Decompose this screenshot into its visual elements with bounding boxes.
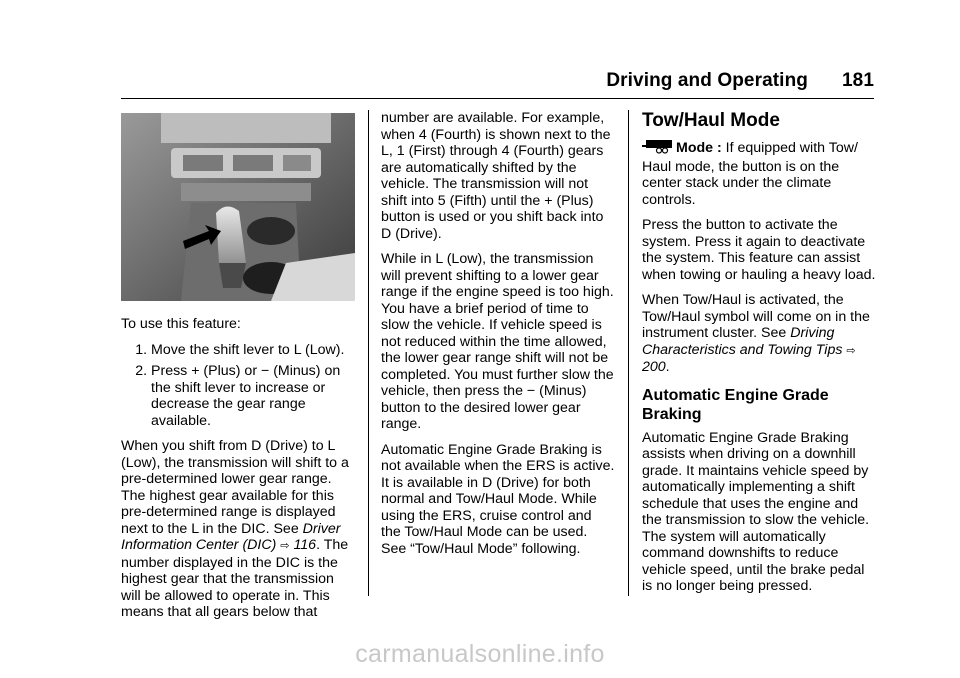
column-middle (381, 110, 615, 566)
column-left (121, 316, 357, 630)
column-divider (628, 110, 629, 596)
paragraph: number are available. For example, when 4 (Fourth) is shown next to the L, 1 (First) through 4 (Fourth) gears are automatically shifted by the vehicle. The transmission will not shift into 5 (Fifth) until the + (Plus) button is used or you shift back into D (Drive). (381, 110, 611, 242)
paragraph-text: . The number displayed in the DIC is the highest gear that the transmission will be allowed to operate in. This means that all gears below that (121, 537, 349, 620)
column-divider (368, 110, 369, 596)
header-rule (121, 98, 874, 99)
page-header (606, 70, 874, 92)
page-ref-arrow-icon: ⇨ (280, 540, 290, 552)
list-item: 2. Press + (Plus) or − (Minus) on the shift lever to increase or decrease the gear range available. (151, 363, 357, 429)
watermark: carmanualsonline.info (355, 640, 605, 668)
tow-haul-icon (642, 140, 672, 159)
page-number: 181 (841, 70, 874, 91)
paragraph (121, 438, 357, 621)
paragraph-text: When you shift from D (Drive) to L (Low), the transmission will shift to a pre-determined lower gear range. The highest gear available for this pre-determined range is displayed next to the L in the DIC. See (121, 438, 349, 537)
paragraph-text: When Tow/Haul is activated, the Tow/Haul symbol will come on in the instrument cluster. See (642, 292, 870, 341)
paragraph-text: If equipped with Tow/ Haul mode, the button is on the center stack under the climate controls. (642, 140, 858, 208)
towing-tips-link[interactable]: Driving Characteristics and Towing Tips (642, 325, 843, 358)
page-ref-number[interactable]: 200 (642, 359, 666, 375)
list-item: 1. Move the shift lever to L (Low). (151, 342, 357, 359)
steps-list (121, 342, 357, 430)
page-ref-arrow-icon: ⇨ (846, 344, 856, 357)
paragraph: Automatic Engine Grade Braking is not available when the ERS is active. It is available in D (Drive) for both normal and Tow/Haul Mode. While using the ERS, cruise control and the Tow/Haul Mode can be used. See “Tow/Haul Mode” following. (381, 441, 615, 557)
section-title: Driving and Operating (606, 70, 808, 91)
paragraph: Automatic Engine Grade Braking assists when driving on a downhill grade. It maintains vehicle speed by automatically implementing a shift schedule that uses the engine and the transmission to slow the vehicle. The system will automatically command downshifts to reduce vehicle speed, until the brake pedal is no longer being pressed. (642, 429, 870, 594)
dic-reference-link[interactable]: Driver Information Center (DIC) (121, 520, 341, 553)
subsection-heading: Automatic Engine Grade Braking (642, 386, 829, 423)
mode-label: Mode : (676, 140, 722, 156)
column-right (642, 110, 878, 604)
paragraph-text: . (665, 359, 670, 375)
paragraph: While in L (Low), the transmission will prevent shifting to a lower gear range if the engine speed is too high. You have a brief period of time to slow the vehicle. If vehicle speed is not reduced within the time allowed, the lower gear range shift will not be completed. You must further slow the vehicle, then press the − (Minus) button to the desired lower gear range. (381, 251, 614, 432)
paragraph: Press the button to activate the system. Press it again to deactivate the system. This feature can assist when towing or hauling a heavy load. (642, 217, 876, 283)
section-heading: Tow/Haul Mode (642, 110, 780, 131)
paragraph (642, 292, 878, 376)
page-ref-number[interactable]: 116 (293, 537, 317, 553)
intro-text: To use this feature: (121, 316, 241, 332)
shift-lever-photo (121, 113, 355, 301)
paragraph (642, 140, 878, 208)
